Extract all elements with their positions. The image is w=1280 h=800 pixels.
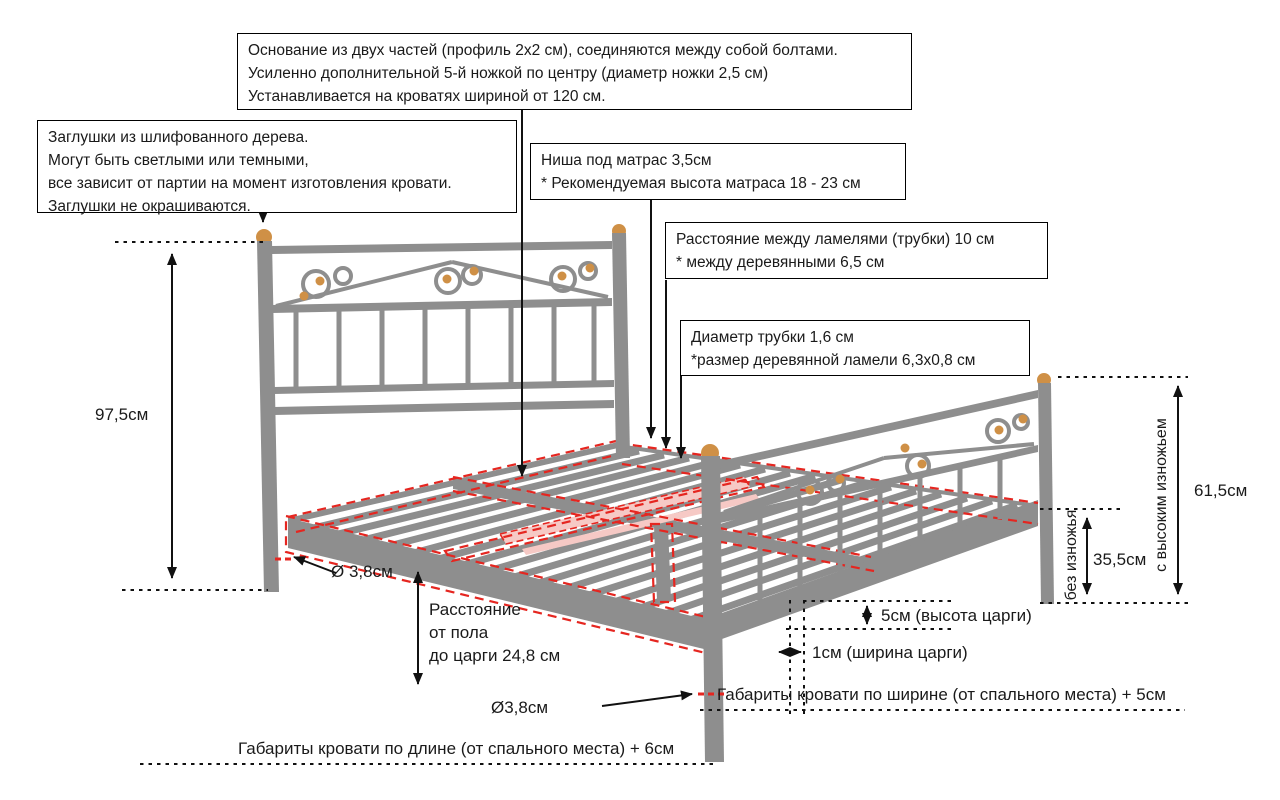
headboard-near-post (257, 241, 279, 592)
dim-headboard-height: 97,5см (95, 405, 149, 424)
dim-floor-to-rail-line2: от пола (429, 623, 489, 642)
dim-with-footboard-label: с высоким изножьем (1153, 418, 1170, 572)
dim-floor-to-rail (429, 598, 560, 667)
callout-niche (530, 143, 906, 200)
dim-tsarga-height: 5см (высота царги) (881, 606, 1032, 625)
callout-base (237, 33, 912, 110)
footboard-near-post (701, 456, 724, 762)
callout-base-line1: Основание из двух частей (профиль 2х2 см), соединяются между собой болтами. (248, 42, 838, 59)
callout-tube-line1: Диаметр трубки 1,6 см (691, 329, 854, 346)
callout-lamels-line1: Расстояние между ламелями (трубки) 10 см (676, 231, 995, 248)
headboard-far-post (612, 233, 630, 458)
callout-niche-line2: * Рекомендуемая высота матраса 18 - 23 см (541, 175, 861, 192)
callout-base-line2: Усиленно дополнительной 5-й ножкой по центру (диаметр ножки 2,5 см) (248, 65, 769, 82)
dim-overall-width: Габариты кровати по ширине (от спального места) + 5см (717, 685, 1166, 704)
dim-footboard-height: 61,5см (1194, 481, 1248, 500)
dim-floor-to-rail-line1: Расстояние (429, 600, 521, 619)
dim-tsarga-width: 1см (ширина царги) (812, 643, 968, 662)
footboard-far-post (1038, 383, 1054, 604)
callout-caps-line3: все зависит от партии на момент изготовления кровати. (48, 175, 452, 192)
callout-tube-line2: *размер деревянной ламели 6,3х0,8 см (691, 352, 976, 369)
dim-leg-diameter-left: Ø 3,8см (331, 562, 393, 581)
callout-caps-line2: Могут быть светлыми или темными, (48, 152, 309, 169)
callout-caps-line4: Заглушки не окрашиваются. (48, 198, 251, 215)
callout-caps-line1: Заглушки из шлифованного дерева. (48, 129, 309, 146)
callout-lamels (665, 222, 1048, 279)
callout-niche-line1: Ниша под матрас 3,5см (541, 152, 712, 169)
callout-tube (680, 320, 1030, 376)
dim-leg-diameter-center: Ø3,8см (491, 698, 549, 717)
dim-rail-level-height: 35,5см (1093, 550, 1147, 569)
callout-lamels-line2: * между деревянными 6,5 см (676, 254, 885, 271)
bed-illustration (256, 224, 1054, 762)
dim-overall-length: Габариты кровати по длине (от спального места) + 6см (238, 739, 675, 758)
dim-without-footboard-label: без изножья (1063, 509, 1080, 601)
callout-base-line3: Устанавливается на кроватях шириной от 120 см. (248, 88, 606, 105)
dim-floor-to-rail-line3: до царги 24,8 см (429, 646, 561, 665)
callout-caps (37, 120, 517, 213)
